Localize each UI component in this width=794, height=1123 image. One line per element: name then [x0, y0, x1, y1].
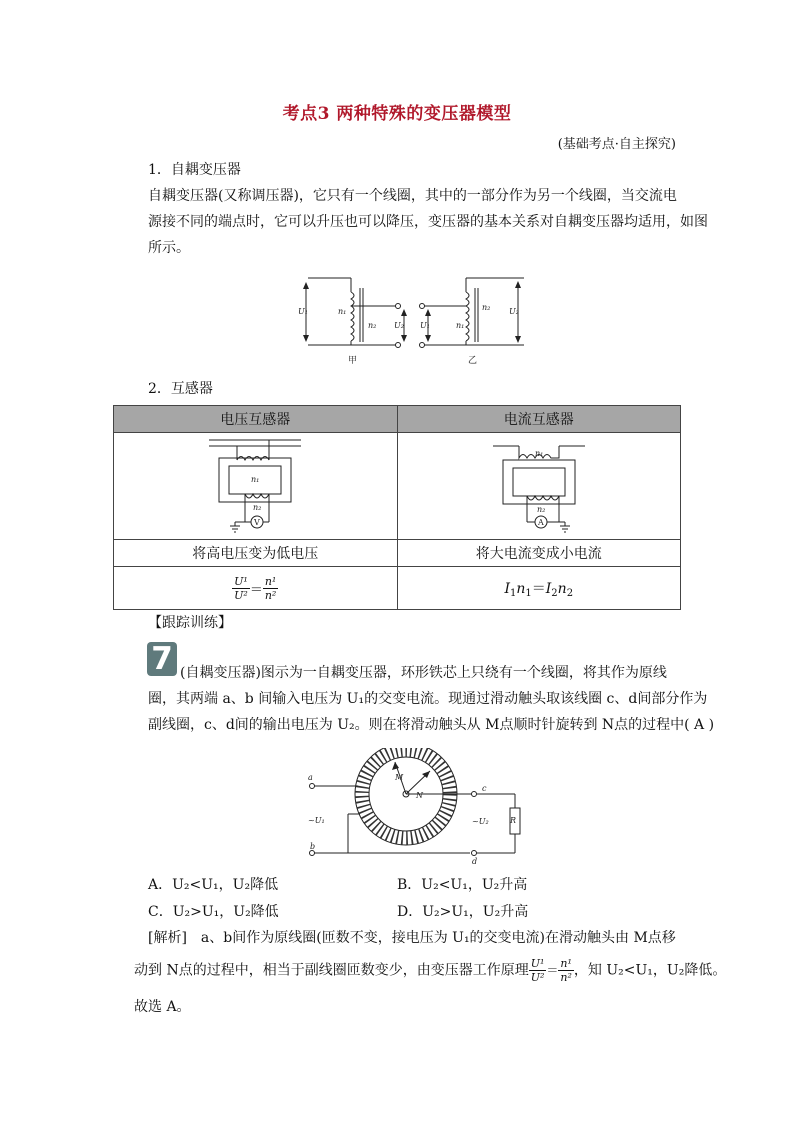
voltage-formula-cell: $\frac{\text{U¹}}{\text{U²}}$ ＝ $\frac{\text{n¹}}{\text{n²}}$ — [114, 567, 398, 610]
option-d: D．U₂>U₁，U₂升高 — [397, 904, 529, 920]
question-line3: 副线圈，c、d间的输出电压为 U₂。则在将滑动触头从 M点顺时针旋转到 N点的过程中( A ) — [148, 717, 715, 733]
fig1-left-n1: n₁ — [338, 307, 347, 316]
fig2-label-U1: ~U₁ — [308, 816, 325, 825]
fig2-label-N: N — [416, 791, 423, 800]
voltage-transformer-desc: 将高电压变为低电压 — [114, 540, 398, 567]
question-line1: (自耦变压器)图示为一自耦变压器，环形铁芯上只绕有一个线圈，将其作为原线 — [180, 665, 667, 681]
analysis-line1: [解析] a、b间作为原线圈(匝数不变，接电压为 U₁的交变电流)在滑动触头由 M点移 — [148, 930, 676, 946]
question-line2: 圈，其两端 a、b 间输入电压为 U₁的交变电流。现通过滑动触头取该线圈 c、d间部分作为 — [148, 691, 708, 707]
analysis-line2: 动到 N点的过程中，相当于副线圈匝数变少，由变压器工作原理 $\frac{\text{U¹}}{\text{U²}}$ ＝ $\frac{\text{n¹}}{\text{n²}}$ ，知 U₂<U₁，U₂降低。 — [134, 957, 727, 984]
current-transformer-diagram — [489, 434, 589, 534]
question-number-badge: 7 — [147, 642, 177, 676]
fig2-label-M: M — [395, 773, 404, 782]
ammeter-icon: A — [537, 518, 544, 527]
vt-n1-label: n₁ — [251, 475, 260, 484]
voltage-transformer-diagram — [205, 434, 305, 534]
fig1-left-U2: U₂ — [394, 321, 404, 330]
option-a: A．U₂<U₁，U₂降低 — [148, 877, 279, 893]
vt-n2-label: n₂ — [253, 503, 262, 512]
option-b: B．U₂<U₁，U₂升高 — [397, 877, 528, 893]
voltage-formula-left: $\frac{\text{U¹}}{\text{U²}}$ — [234, 574, 248, 602]
current-transformer-desc: 将大电流变成小电流 — [397, 540, 681, 567]
fig2-label-d: d — [472, 857, 478, 866]
fig1-right-n1: n₁ — [456, 321, 465, 330]
current-transformer-diagram-cell — [397, 433, 681, 540]
page-title: 考点3 两种特殊的变压器模型 — [282, 104, 512, 124]
voltmeter-icon: V — [254, 518, 261, 527]
section-tag: (基础考点·自主探究) — [557, 137, 676, 152]
fig1-caption-right: 乙 — [468, 356, 478, 366]
fig2-label-b: b — [310, 842, 316, 851]
fig2-label-R: R — [510, 816, 517, 825]
section1-heading: 1．自耦变压器 — [148, 162, 241, 178]
option-c: C．U₂>U₁，U₂降低 — [148, 904, 279, 920]
section2-heading: 2．互感器 — [148, 381, 213, 397]
table-header-current: 电流互感器 — [397, 406, 681, 433]
autotransformer-figure — [296, 270, 536, 370]
training-label: 【跟踪训练】 — [148, 615, 232, 631]
toroid-autotransformer-figure — [300, 748, 530, 866]
fig1-right-U2: U₂ — [509, 307, 519, 316]
fig1-left-n2: n₂ — [368, 321, 377, 330]
ct-n2-label: n₂ — [536, 505, 546, 514]
voltage-transformer-diagram-cell — [114, 433, 398, 540]
analysis-line3: 故选 A。 — [134, 999, 191, 1015]
transformer-table — [113, 405, 681, 610]
fig1-left-U1: U₁ — [298, 307, 308, 316]
section1-para-line3: 所示。 — [148, 240, 190, 256]
fig1-caption-left: 甲 — [348, 356, 358, 366]
ct-n1-label: n₁ — [534, 449, 544, 458]
current-formula: $I_1n_1=I_2n_2$ — [504, 580, 574, 599]
section1-para-line1: 自耦变压器(又称调压器)，它只有一个线圈，其中的一部分作为另一个线圈，当交流电 — [148, 188, 677, 204]
fig2-label-c: c — [482, 784, 487, 793]
voltage-formula-right: $\frac{\text{n¹}}{\text{n²}}$ — [264, 574, 277, 602]
section1-para-line2: 源接不同的端点时，它可以升压也可以降压，变压器的基本关系对自耦变压器均适用，如图 — [148, 214, 708, 230]
fig1-right-n2: n₂ — [482, 303, 491, 312]
fig1-right-U1: U₁ — [420, 321, 430, 330]
table-header-voltage: 电压互感器 — [114, 406, 398, 433]
fig2-label-U2: ~U₂ — [472, 817, 489, 826]
fig2-label-a: a — [308, 773, 313, 782]
analysis-formula-right: $\frac{\text{n¹}}{\text{n²}}$ — [560, 957, 572, 984]
current-formula-cell — [397, 567, 681, 610]
analysis-formula-left: $\frac{\text{U¹}}{\text{U²}}$ — [530, 957, 545, 984]
